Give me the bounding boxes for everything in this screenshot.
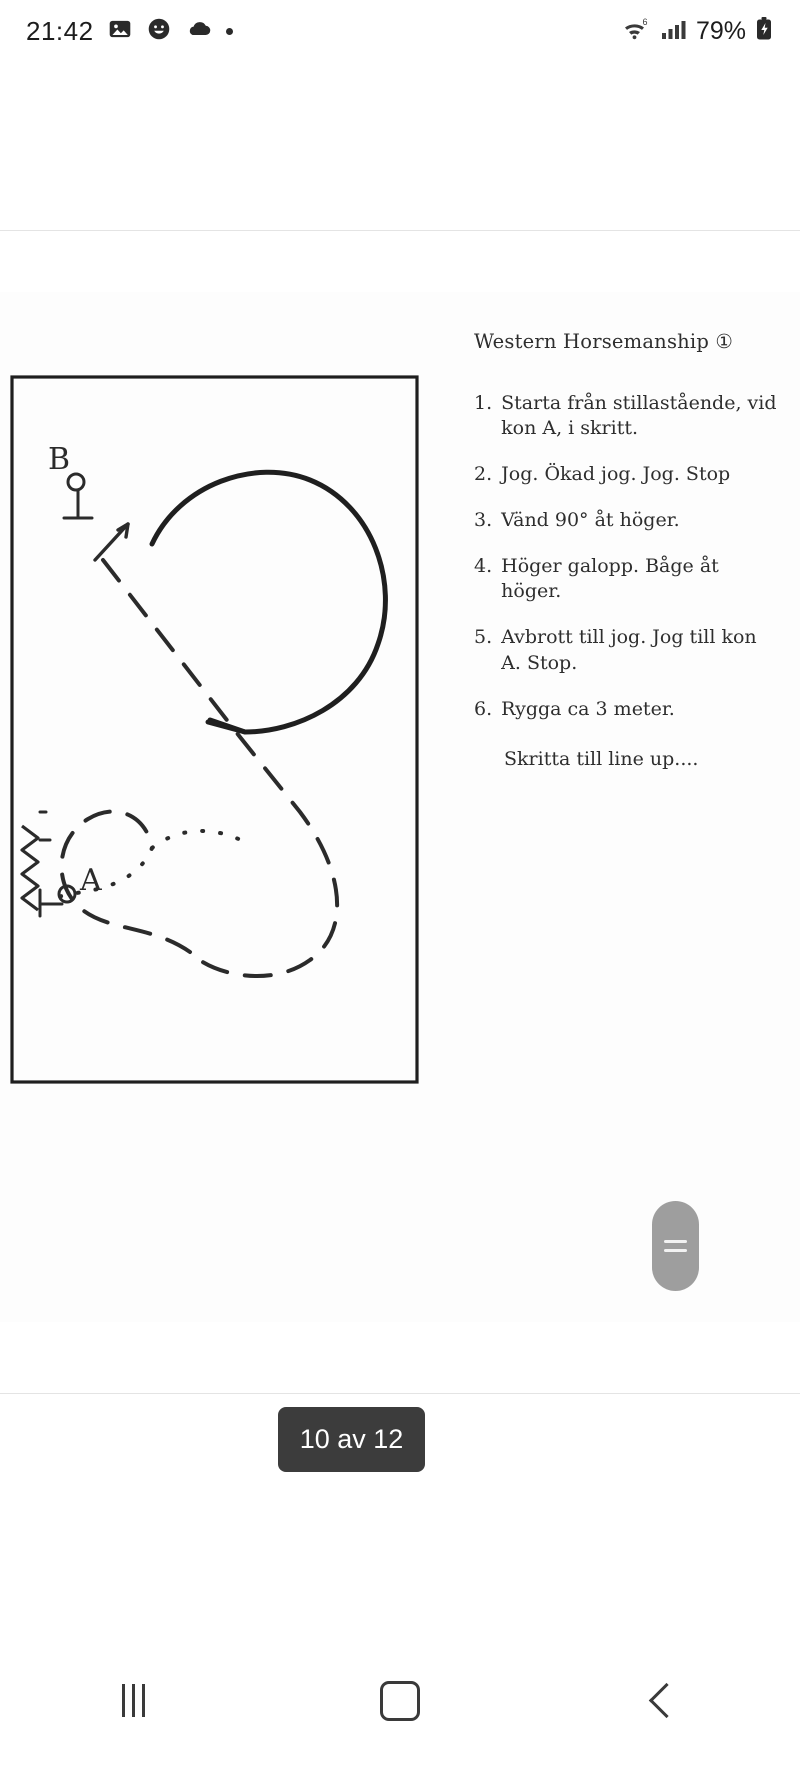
pattern-title: Western Horsemanship ① xyxy=(474,330,734,353)
home-button[interactable] xyxy=(345,1656,455,1746)
system-navigation-bar xyxy=(0,1622,800,1779)
step-number: 1. xyxy=(474,392,493,414)
step-text: Jog. Ökad jog. Jog. Stop xyxy=(501,463,731,486)
document-viewer[interactable] xyxy=(0,62,800,1622)
drag-handle-bar xyxy=(664,1249,687,1252)
document-page[interactable] xyxy=(0,292,800,1322)
list-item xyxy=(474,391,779,441)
recents-button[interactable] xyxy=(78,1656,188,1746)
list-item xyxy=(474,697,779,722)
list-item xyxy=(474,554,779,604)
list-item xyxy=(474,508,779,533)
battery-icon xyxy=(754,16,774,47)
pattern-notes xyxy=(474,330,779,770)
status-bar xyxy=(0,0,800,62)
back-button[interactable] xyxy=(612,1656,722,1746)
list-item xyxy=(474,625,779,675)
pattern-step-list xyxy=(474,391,779,722)
cone-label-a: A xyxy=(80,863,102,898)
step-text: Vänd 90° åt höger. xyxy=(501,509,680,532)
cone-label-b: B xyxy=(48,442,71,477)
list-item xyxy=(474,462,779,487)
page-indicator-label: 10 av 12 xyxy=(299,1424,404,1454)
step-number: 3. xyxy=(474,509,493,532)
step-number: 6. xyxy=(474,697,493,720)
viewer-top-divider xyxy=(0,230,800,231)
home-icon xyxy=(380,1681,420,1721)
drag-handle[interactable] xyxy=(652,1201,699,1291)
step-number: 4. xyxy=(474,555,493,578)
recents-icon xyxy=(122,1684,145,1717)
step-text: Höger galopp. Båge åt höger. xyxy=(501,555,719,603)
step-text: Rygga ca 3 meter. xyxy=(501,697,675,720)
wifi-icon xyxy=(622,16,652,47)
dot-icon xyxy=(226,28,233,35)
pattern-outro: Skritta till line up.... xyxy=(504,747,699,770)
back-chevron-icon xyxy=(649,1683,684,1718)
step-text: Avbrott till jog. Jog till kon A. Stop. xyxy=(501,626,757,674)
step-text: Starta från stillastående, vid kon A, i skritt. xyxy=(501,392,777,440)
drag-handle-bar xyxy=(664,1240,687,1243)
cloud-icon xyxy=(185,16,213,47)
svg-text:6: 6 xyxy=(642,16,648,27)
status-bar-left xyxy=(26,16,233,47)
step-number: 2. xyxy=(474,463,493,486)
step-number: 5. xyxy=(474,626,493,649)
viewer-bottom-divider xyxy=(0,1393,800,1394)
photo-icon xyxy=(107,16,133,47)
smiley-icon xyxy=(146,16,172,47)
page-indicator xyxy=(278,1407,425,1472)
signal-icon xyxy=(660,16,688,47)
status-clock: 21:42 xyxy=(26,15,94,46)
battery-percent-label: 79% xyxy=(695,16,746,45)
status-bar-right xyxy=(622,16,774,47)
